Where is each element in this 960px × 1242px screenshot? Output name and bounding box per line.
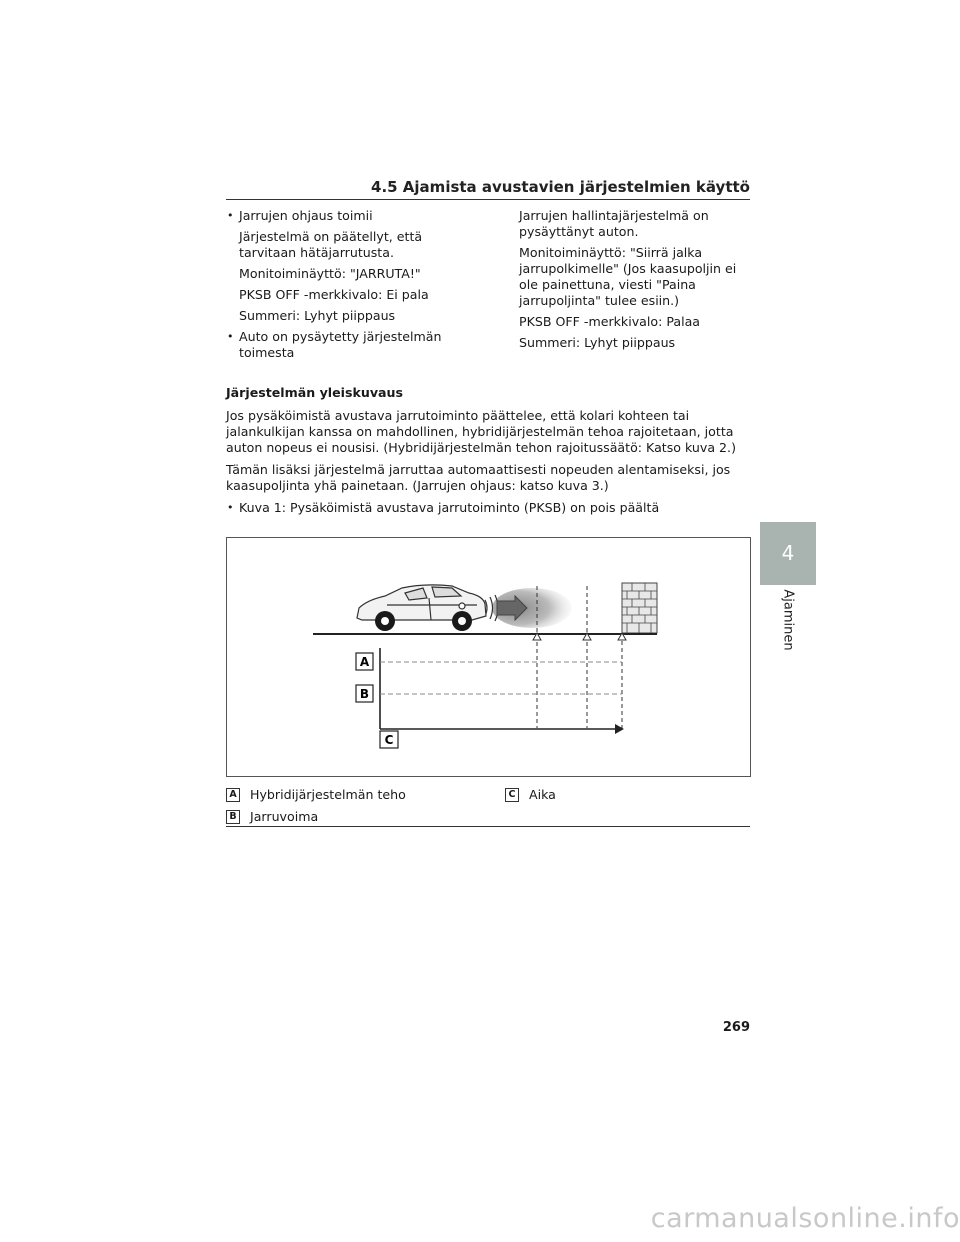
stopped-line-2: Monitoiminäyttö: "Siirrä jalka jarrupolkimelle" (Jos kaasupoljin ei ole painettuna, viesti "Paina jarrupoljinta" tulee esiin.) xyxy=(519,245,737,308)
legend-key-a: A xyxy=(226,788,240,802)
header-rule xyxy=(226,199,750,200)
chapter-tab: 4 xyxy=(760,522,816,585)
wall-icon xyxy=(622,583,657,633)
chapter-label: Ajaminen xyxy=(780,589,796,651)
brake-control-line-4: Summeri: Lyhyt piippaus xyxy=(239,308,396,323)
car-hub-rear-icon xyxy=(458,617,466,625)
label-a: A xyxy=(359,655,370,669)
legend-key-b: B xyxy=(226,810,240,824)
brake-control-line-3: PKSB OFF -merkkivalo: Ei pala xyxy=(239,287,429,302)
left-column xyxy=(226,208,458,366)
legend-item-c xyxy=(505,787,556,803)
diagram-svg xyxy=(227,538,750,776)
watermark: carmanualsonline.info xyxy=(650,1203,960,1234)
overview-paragraph-1: Jos pysäköimistä avustava jarrutoiminto päättelee, että kolari kohteen tai jalankulkijan kanssa on mahdollinen, hybridijärjestelmän tehoa rajoitetaan, jotta auton nopeus ei nousisi. (Hybridijärjestelmän tehon rajoitussäätö: Katso kuva 2.) xyxy=(226,408,736,455)
brake-control-line-2: Monitoiminäyttö: "JARRUTA!" xyxy=(239,266,421,281)
legend-left xyxy=(226,787,406,831)
label-b: B xyxy=(359,687,370,701)
brake-control-line-1: Järjestelmä on päätellyt, että tarvitaan hätäjarrutusta. xyxy=(239,229,423,260)
legend-rule xyxy=(226,826,750,827)
stopped-line-4: Summeri: Lyhyt piippaus xyxy=(519,335,676,350)
legend-key-c: C xyxy=(505,788,519,802)
pksb-diagram xyxy=(226,537,751,777)
legend-item-a xyxy=(226,787,406,803)
bullet-brake-control: • Jarrujen ohjaus toimii xyxy=(226,208,458,224)
overview-heading: Järjestelmän yleiskuvaus xyxy=(226,385,403,400)
legend-right xyxy=(505,787,556,809)
stopped-line-3: PKSB OFF -merkkivalo: Palaa xyxy=(519,314,701,329)
right-column xyxy=(519,208,751,356)
figure-1-caption: • Kuva 1: Pysäköimistä avustava jarrutoiminto (PKSB) on pois päältä xyxy=(226,500,752,516)
car-hub-front-icon xyxy=(381,617,389,625)
overview-section xyxy=(226,385,752,522)
legend-text-c: Aika xyxy=(529,787,556,802)
bullet-vehicle-stopped: • Auto on pysäytetty järjestelmän toimesta xyxy=(226,329,458,361)
legend-item-b xyxy=(226,809,406,825)
page-number: 269 xyxy=(722,1020,750,1035)
label-c: C xyxy=(384,733,394,747)
overview-paragraph-2: Tämän lisäksi järjestelmä jarruttaa automaattisesti nopeuden alentamiseksi, jos kaasupoljinta yhä painetaan. (Jarrujen ohjaus: katso kuva 3.) xyxy=(226,462,731,493)
time-axis-arrow-icon xyxy=(615,724,624,734)
stopped-line-1: Jarrujen hallintajärjestelmä on pysäyttänyt auton. xyxy=(519,208,709,239)
section-header: 4.5 Ajamista avustavien järjestelmien käyttö xyxy=(371,178,750,196)
legend-text-b: Jarruvoima xyxy=(250,809,319,824)
legend-text-a: Hybridijärjestelmän teho xyxy=(250,787,406,802)
